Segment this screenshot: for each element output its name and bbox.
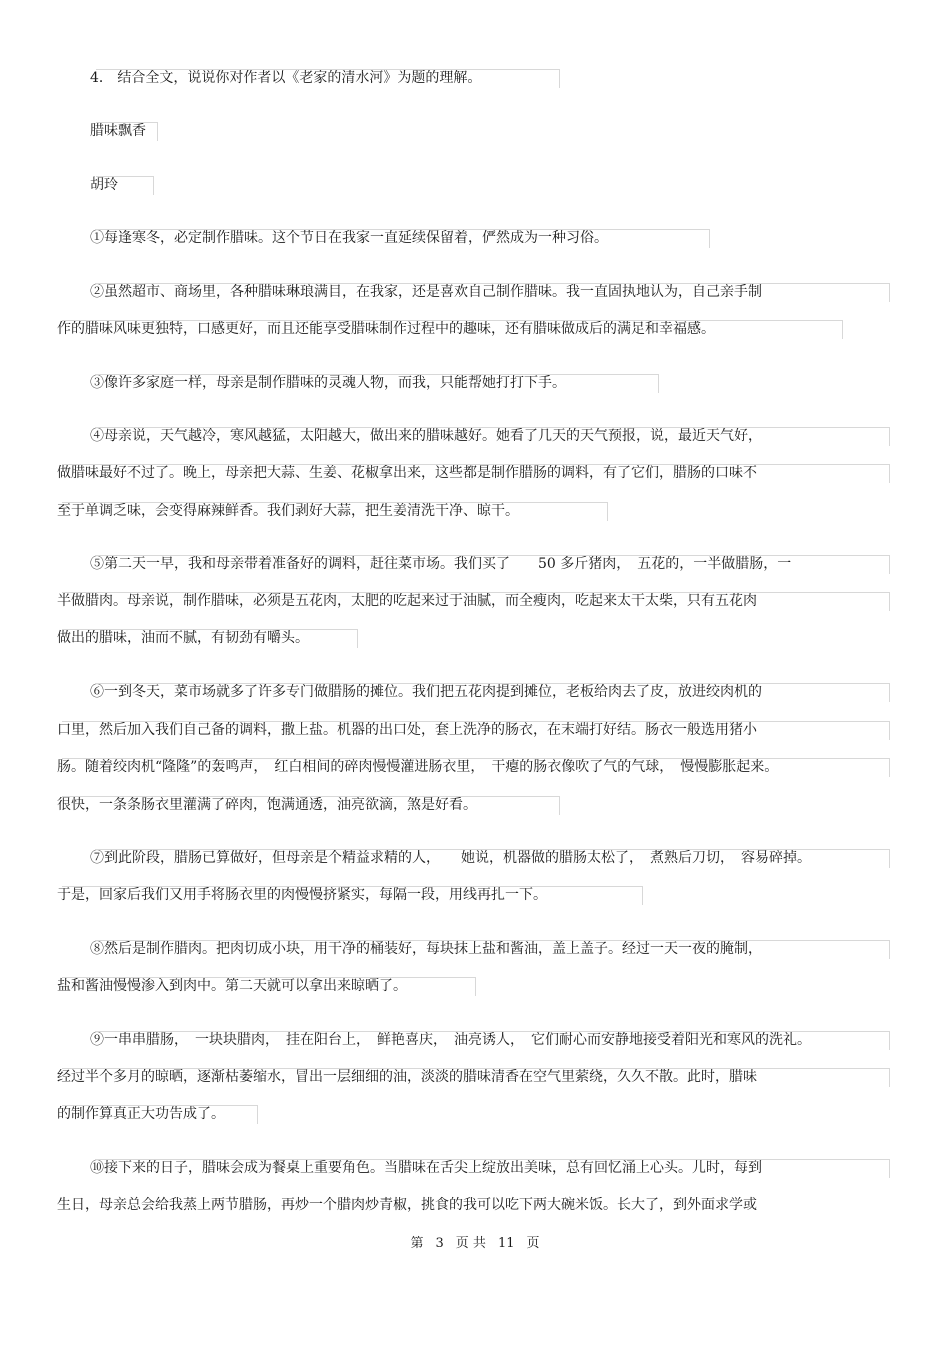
footer-page-number: 3 [435,1236,444,1251]
paragraph-line: 肠。随着绞肉机“隆隆”的轰鸣声， 红白相间的碎肉慢慢灌进肠衣里， 干瘪的肠衣像吹了气的气球， 慢慢膨胀起来。 [57,759,779,775]
paragraph-line: 盐和酱油慢慢渗入到肉中。第二天就可以拿出来晾晒了。 [57,978,407,994]
line-frame [96,122,158,141]
line-frame [96,427,890,446]
paragraph-line: 生日，母亲总会给我蒸上两节腊肠，再炒一个腊肉炒青椒，挑食的我可以吃下两大碗米饭。长大了，到外面求学或 [57,1197,757,1213]
line-frame [62,886,643,905]
paragraph-line: 至于单调乏味，会变得麻辣鲜香。我们剥好大蒜，把生姜清洗干净、晾干。 [57,503,519,519]
line-frame [96,229,710,248]
paragraph-line: ⑨一串串腊肠， 一块块腊肉， 挂在阳台上， 鲜艳喜庆， 油亮诱人， 它们耐心而安静地接受着阳光和寒风的洗礼。 [90,1032,811,1048]
footer-total-pages: 11 [497,1236,515,1251]
paragraph-line: 口里，然后加入我们自己备的调料，撒上盐。机器的出口处，套上洗净的肠衣，在末端打好结。肠衣一般选用猪小 [57,722,757,738]
line-frame [62,796,560,815]
paragraph-line: ④母亲说，天气越冷，寒风越猛，太阳越大，做出来的腊味越好。她看了几天的天气预报，说，最近天气好， [90,428,762,444]
line-frame [62,464,890,483]
line-frame [62,320,843,339]
essay-author: 胡玲 [90,177,118,193]
line-frame [96,283,890,302]
paragraph-line: ⑤第二天一早，我和母亲带着准备好的调料，赶往菜市场。我们买了 50 多斤猪肉， 五花的，一半做腊肠，一 [90,556,792,572]
line-frame [62,629,358,648]
line-frame [96,849,890,868]
paragraph-line: 半做腊肉。母亲说，制作腊味，必须是五花肉，太肥的吃起来过于油腻，而全瘦肉，吃起来太干太柴，只有五花肉 [57,593,757,609]
line-frame [62,977,476,996]
line-frame [62,502,608,521]
paragraph-line: ⑥一到冬天，菜市场就多了许多专门做腊肠的摊位。我们把五花肉提到摊位，老板给肉去了皮，放进绞肉机的 [90,684,762,700]
line-frame [96,683,890,702]
line-frame [96,1031,890,1050]
page-footer [0,1236,950,1252]
paragraph-line: ⑩接下来的日子，腊味会成为餐桌上重要角色。当腊味在舌尖上绽放出美味，总有回忆涌上心头。儿时，每到 [90,1160,762,1176]
line-frame [96,555,890,574]
line-frame [96,940,890,959]
paragraph-line: 经过半个多月的晾晒，逐渐枯萎缩水，冒出一层细细的油，淡淡的腊味清香在空气里萦绕，久久不散。此时，腊味 [57,1069,757,1085]
footer-prefix: 第 [410,1236,424,1251]
line-frame [62,592,890,611]
line-frame [96,1159,890,1178]
paragraph-line: 的制作算真正大功告成了。 [57,1106,225,1122]
paragraph-line: 于是，回家后我们又用手将肠衣里的肉慢慢挤紧实，每隔一段，用线再扎一下。 [57,887,547,903]
paragraph-line: ①每逢寒冬，必定制作腊味。这个节日在我家一直延续保留着，俨然成为一种习俗。 [90,230,608,246]
paragraph-line: 作的腊味风味更独特，口感更好，而且还能享受腊味制作过程中的趣味，还有腊味做成后的满足和幸福感。 [57,321,715,337]
paragraph-line: 做出的腊味，油而不腻，有韧劲有嚼头。 [57,630,309,646]
paragraph-line: ⑧然后是制作腊肉。把肉切成小块，用干净的桶装好，每块抹上盐和酱油，盖上盖子。经过一天一夜的腌制， [90,941,762,957]
paragraph-line: ⑦到此阶段，腊肠已算做好，但母亲是个精益求精的人， 她说，机器做的腊肠太松了， 煮熟后刀切， 容易碎掉。 [90,850,811,866]
paragraph-line: 很快，一条条肠衣里灌满了碎肉，饱满通透，油亮欲滴，煞是好看。 [57,797,477,813]
line-frame [62,758,890,777]
line-frame [62,1105,258,1124]
footer-suffix: 页 [526,1236,540,1251]
line-frame [96,374,659,393]
footer-mid: 页 共 [455,1236,486,1251]
line-frame [96,69,560,88]
paragraph-line: ②虽然超市、商场里，各种腊味琳琅满目，在我家，还是喜欢自己制作腊味。我一直固执地认为，自己亲手制 [90,284,762,300]
question-text: 4． 结合全文，说说你对作者以《老家的清水河》为题的理解。 [90,70,482,86]
paragraph-line: 做腊味最好不过了。晚上，母亲把大蒜、生姜、花椒拿出来，这些都是制作腊肠的调料，有了它们，腊肠的口味不 [57,465,757,481]
paragraph-line: ③像许多家庭一样，母亲是制作腊味的灵魂人物，而我，只能帮她打打下手。 [90,375,566,391]
essay-title: 腊味飘香 [90,123,146,139]
line-frame [62,1068,890,1087]
line-frame [62,721,890,740]
line-frame [96,176,154,195]
